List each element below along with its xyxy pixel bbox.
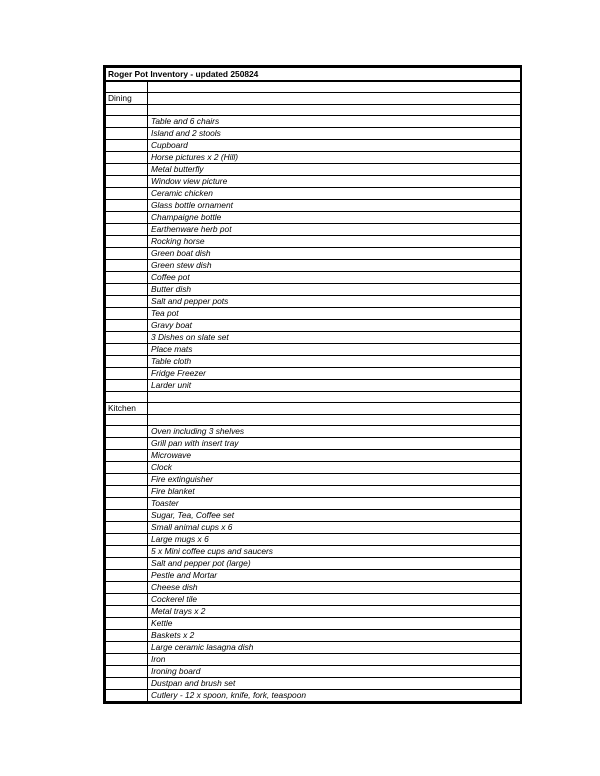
empty-cell (106, 425, 148, 437)
empty-cell (106, 319, 148, 331)
table-row (106, 199, 521, 211)
empty-cell (106, 151, 148, 163)
empty-cell (106, 211, 148, 223)
table-row (106, 521, 521, 533)
empty-cell (106, 199, 148, 211)
section-row (106, 402, 521, 414)
empty-cell (106, 677, 148, 689)
empty-cell (106, 247, 148, 259)
empty-cell (106, 545, 148, 557)
table-row (106, 473, 521, 485)
item-name: Ironing board (148, 665, 521, 677)
item-name: Grill pan with insert tray (148, 437, 521, 449)
item-name: Earthenware herb pot (148, 223, 521, 235)
empty-cell (106, 139, 148, 151)
item-name: Coffee pot (148, 271, 521, 283)
table-row (106, 307, 521, 319)
item-name: Clock (148, 461, 521, 473)
table-row (106, 569, 521, 581)
table-row (106, 581, 521, 593)
inventory-table-body (106, 68, 521, 702)
empty-cell (106, 81, 148, 92)
empty-cell (106, 391, 148, 402)
table-row (106, 461, 521, 473)
item-name: 3 Dishes on slate set (148, 331, 521, 343)
spacer-row (106, 414, 521, 425)
item-name: Larder unit (148, 379, 521, 391)
empty-cell (106, 307, 148, 319)
table-row (106, 605, 521, 617)
item-name: Large ceramic lasagna dish (148, 641, 521, 653)
empty-cell (148, 92, 521, 104)
item-name: Place mats (148, 343, 521, 355)
item-name: Metal trays x 2 (148, 605, 521, 617)
empty-cell (106, 581, 148, 593)
empty-cell (106, 569, 148, 581)
table-row (106, 319, 521, 331)
item-name: Salt and pepper pot (large) (148, 557, 521, 569)
item-name: Cutlery - 12 x spoon, knife, fork, teaspoon (148, 689, 521, 701)
empty-cell (106, 485, 148, 497)
table-row (106, 151, 521, 163)
section-name: Dining (106, 92, 148, 104)
table-row (106, 115, 521, 127)
table-row (106, 367, 521, 379)
table-row (106, 437, 521, 449)
item-name: Window view picture (148, 175, 521, 187)
empty-cell (106, 223, 148, 235)
section-row (106, 92, 521, 104)
empty-cell (106, 533, 148, 545)
item-name: Fire extinguisher (148, 473, 521, 485)
table-row (106, 665, 521, 677)
table-row (106, 163, 521, 175)
empty-cell (106, 653, 148, 665)
item-name: Table cloth (148, 355, 521, 367)
item-name: 5 x Mini coffee cups and saucers (148, 545, 521, 557)
table-row (106, 187, 521, 199)
table-row (106, 223, 521, 235)
table-row (106, 331, 521, 343)
empty-cell (106, 235, 148, 247)
empty-cell (106, 331, 148, 343)
empty-cell (106, 414, 148, 425)
empty-cell (106, 343, 148, 355)
table-row (106, 343, 521, 355)
item-name: Green boat dish (148, 247, 521, 259)
table-row (106, 127, 521, 139)
empty-cell (106, 665, 148, 677)
table-row (106, 259, 521, 271)
empty-cell (106, 187, 148, 199)
empty-cell (106, 295, 148, 307)
empty-cell (106, 557, 148, 569)
table-row (106, 247, 521, 259)
empty-cell (106, 379, 148, 391)
empty-cell (106, 605, 148, 617)
empty-cell (106, 689, 148, 701)
empty-cell (106, 509, 148, 521)
item-name: Island and 2 stools (148, 127, 521, 139)
table-row (106, 677, 521, 689)
item-name: Salt and pepper pots (148, 295, 521, 307)
item-name: Tea pot (148, 307, 521, 319)
item-name: Small animal cups x 6 (148, 521, 521, 533)
item-name: Iron (148, 653, 521, 665)
item-name: Pestle and Mortar (148, 569, 521, 581)
table-row (106, 283, 521, 295)
spacer-row (106, 104, 521, 115)
table-row (106, 485, 521, 497)
empty-cell (148, 104, 521, 115)
item-name: Fridge Freezer (148, 367, 521, 379)
empty-cell (106, 437, 148, 449)
empty-cell (106, 259, 148, 271)
section-name: Kitchen (106, 402, 148, 414)
table-row (106, 497, 521, 509)
table-row (106, 295, 521, 307)
table-row (106, 545, 521, 557)
table-row (106, 271, 521, 283)
empty-cell (106, 641, 148, 653)
empty-cell (148, 414, 521, 425)
item-name: Horse pictures x 2 (Hill) (148, 151, 521, 163)
empty-cell (106, 521, 148, 533)
item-name: Oven including 3 shelves (148, 425, 521, 437)
empty-cell (106, 617, 148, 629)
empty-cell (106, 115, 148, 127)
empty-cell (106, 355, 148, 367)
table-row (106, 509, 521, 521)
item-name: Cheese dish (148, 581, 521, 593)
item-name: Fire blanket (148, 485, 521, 497)
empty-cell (106, 461, 148, 473)
title-row (106, 68, 521, 82)
inventory-sheet (103, 65, 522, 704)
inventory-table (105, 67, 521, 702)
item-name: Cockerel tile (148, 593, 521, 605)
table-row (106, 593, 521, 605)
table-row (106, 379, 521, 391)
inventory-title: Roger Pot Inventory - updated 250824 (106, 68, 521, 82)
item-name: Cupboard (148, 139, 521, 151)
item-name: Kettle (148, 617, 521, 629)
empty-cell (106, 593, 148, 605)
item-name: Glass bottle ornament (148, 199, 521, 211)
table-row (106, 355, 521, 367)
item-name: Ceramic chicken (148, 187, 521, 199)
table-row (106, 449, 521, 461)
item-name: Large mugs x 6 (148, 533, 521, 545)
table-row (106, 629, 521, 641)
empty-cell (148, 391, 521, 402)
empty-cell (106, 473, 148, 485)
empty-cell (106, 127, 148, 139)
spacer-row (106, 391, 521, 402)
item-name: Green stew dish (148, 259, 521, 271)
table-row (106, 689, 521, 701)
table-row (106, 653, 521, 665)
table-row (106, 235, 521, 247)
empty-cell (148, 81, 521, 92)
table-row (106, 617, 521, 629)
item-name: Metal butterfly (148, 163, 521, 175)
table-row (106, 641, 521, 653)
empty-cell (106, 629, 148, 641)
item-name: Sugar, Tea, Coffee set (148, 509, 521, 521)
item-name: Microwave (148, 449, 521, 461)
empty-cell (106, 104, 148, 115)
item-name: Gravy boat (148, 319, 521, 331)
empty-cell (106, 175, 148, 187)
table-row (106, 425, 521, 437)
item-name: Rocking horse (148, 235, 521, 247)
spacer-row (106, 81, 521, 92)
table-row (106, 175, 521, 187)
item-name: Dustpan and brush set (148, 677, 521, 689)
empty-cell (106, 497, 148, 509)
empty-cell (106, 449, 148, 461)
empty-cell (106, 367, 148, 379)
item-name: Baskets x 2 (148, 629, 521, 641)
empty-cell (148, 402, 521, 414)
item-name: Toaster (148, 497, 521, 509)
item-name: Champaigne bottle (148, 211, 521, 223)
item-name: Table and 6 chairs (148, 115, 521, 127)
table-row (106, 211, 521, 223)
table-row (106, 533, 521, 545)
empty-cell (106, 271, 148, 283)
empty-cell (106, 163, 148, 175)
table-row (106, 557, 521, 569)
table-row (106, 139, 521, 151)
item-name: Butter dish (148, 283, 521, 295)
empty-cell (106, 283, 148, 295)
